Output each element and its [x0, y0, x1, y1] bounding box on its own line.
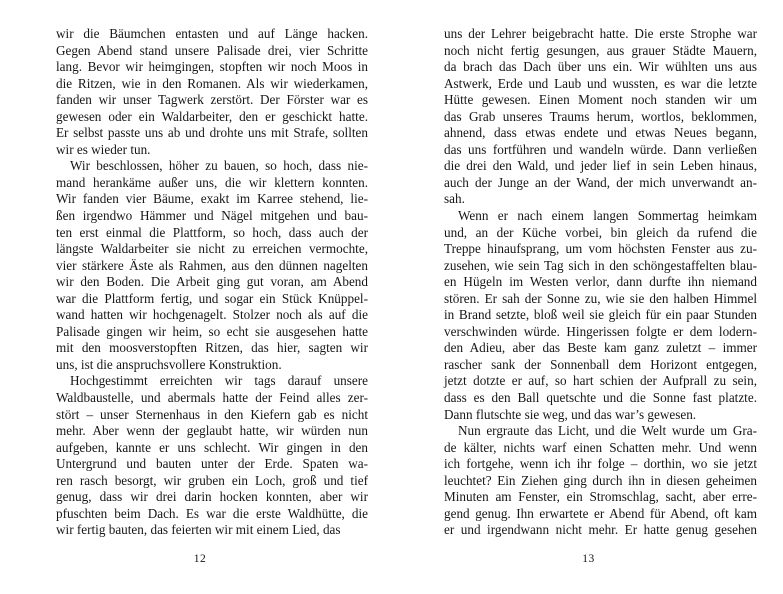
text-line: aufgeben, kannte er uns schlecht. Wir gingen in den	[56, 439, 368, 455]
text-line: Treppe hinaufsprang, um vom höchsten Fenster aus zu-	[444, 241, 757, 257]
text-line: noch nicht fertig gesungen, aus grauer Städte Mauern,	[444, 42, 757, 58]
page-left-text	[56, 0, 368, 539]
text-line: Gegen Abend stand unsere Palisade drei, vier Schritte	[56, 42, 368, 58]
text-line: ahnend, dass etwas endete und etwas Neues begann,	[444, 125, 757, 141]
text-line: in Brand setzte, bloß weil sie gleich für ein paar Stunden	[444, 307, 757, 323]
text-line: ten erst einmal die Plattform, so hoch, dass auch der	[56, 224, 368, 240]
text-line: Waldbaustelle, und abermals hatte der Feind alles zer-	[56, 390, 368, 406]
page-number-left: 12	[193, 553, 207, 565]
text-line: Dann flutschte sie weg, und das war’s gewesen.	[444, 406, 697, 422]
text-line: zusehen, wie sein Tag sich in den schöngestaffelten blau-	[444, 257, 757, 273]
text-line: en Hügeln im Westen verlor, dann durfte ihn niemand	[444, 274, 757, 290]
text-line: da brach das Dach über uns ein. Wir wühlten uns aus	[444, 59, 757, 75]
text-line: jetzt dotzte er auf, so hart schien der Aufprall zu sein,	[444, 373, 757, 389]
text-line: uns der Lehrer beigebracht hatte. Die erste Strophe war	[444, 26, 757, 41]
text-line: wand hatten wir hochgenagelt. Stolzer noch als auf die	[56, 307, 368, 323]
text-line: lang. Bevor wir heimgingen, stopften wir noch Moos in	[56, 59, 368, 75]
text-line: die drei den Wald, und jeder lief in sein Leben hinaus,	[444, 158, 757, 174]
text-line: mit den moosverstopften Ritzen, das hier, sagten wir	[56, 340, 368, 356]
text-line: Wir beschlossen, höher zu bauen, so hoch, dass nie-	[70, 158, 368, 174]
text-line: das uns fortführen und wandeln würde. Dann verließen	[444, 141, 757, 157]
page-left	[56, 0, 368, 594]
text-line: wir den Boden. Die Arbeit ging gut voran, am Abend	[56, 274, 368, 290]
page-right	[444, 0, 757, 594]
text-line: gewesen oder ein Waldarbeiter, den er geschickt hatte.	[56, 108, 368, 124]
text-line: ren rasch besorgt, wir gruben ein Loch, groß und tief	[56, 472, 368, 488]
text-line: gend genug. Ihn erwartete er Abend für Abend, oft kam	[444, 505, 757, 521]
text-line: pfuschten beim Dach. Es war die erste Waldhütte, die	[56, 505, 368, 521]
text-line: stören. Er sah der Sonne zu, wie sie den halben Himmel	[444, 290, 757, 306]
text-line: längste Waldarbeiter sie nicht zu erreichen vermochte,	[56, 241, 368, 257]
text-line: mehr. Aber wenn der geglaubt hatte, wir würden nun	[56, 423, 368, 439]
text-line: die Ritzen, wie in den Romanen. Als wir wiederkamen,	[56, 75, 368, 91]
text-line: genug, dass wir drei darin hocken konnten, aber wir	[56, 489, 368, 505]
text-line: leuchtet? Ein Ziehen ging durch ihn in diesen geheimen	[444, 472, 757, 488]
text-line: verschwinden würde. Hingerissen folgte er dem lodern-	[444, 323, 757, 339]
text-line: fanden wir unser Tagwerk zerstört. Der Förster war es	[56, 92, 368, 108]
text-line: Palisade gingen wir heim, so echt sie ausgesehen hatte	[56, 323, 368, 339]
text-line: wir fertig bauten, das feierten wir mit einem Lied, das	[56, 522, 341, 538]
text-line: Astwerk, Erde und Laub und wussten, es war die letzte	[444, 75, 757, 91]
text-line: vier stärkere Äste als Rahmen, aus den dünnen nagelten	[56, 257, 368, 273]
text-line: Hütte gewesen. Einen Moment noch standen wir um	[444, 92, 757, 108]
text-line: Hochgestimmt erreichten wir tags darauf unsere	[70, 373, 368, 389]
text-line: Minuten am Fenster, ein Stromschlag, sacht, aber erre-	[444, 489, 757, 505]
text-line: dass es den Ball quetschte und die Sonne fast platzte.	[444, 390, 757, 406]
text-line: Wenn er nach einem langen Sommertag heimkam	[458, 208, 757, 224]
text-line: wir es wieder tun.	[56, 141, 151, 157]
text-line: er und irgendwann nicht mehr. Er hatte genug gesehen	[444, 522, 757, 538]
page-number-right: 13	[582, 553, 595, 565]
text-line: wir die Bäumchen entasten und auf Länge hacken.	[56, 26, 368, 41]
text-line: ßen irgendwo Hämmer und Nägel mitgehen und bau-	[56, 208, 368, 224]
text-line: rascher sank der Sonnenball dem Horizont entgegen,	[444, 356, 757, 372]
text-line: sah.	[444, 191, 465, 207]
text-line: das Grab unseres Traums herum, wortlos, beklommen,	[444, 108, 757, 124]
text-line: und, an der Küche vorbei, bin gleich da rufend die	[444, 224, 757, 240]
text-line: stört – unser Sternenhaus in den Kiefern gab es nicht	[56, 406, 368, 422]
text-line: mand herankäme außer uns, die wir klettern konnten.	[56, 174, 368, 190]
text-line: uns, ist die anspruchsvollere Konstruktion.	[56, 356, 282, 372]
text-line: ich fortgehe, wenn ich ihr folge – dorthin, wo sie jetzt	[444, 456, 757, 472]
text-line: Nun ergraute das Licht, und die Welt wurde um Gra-	[458, 423, 757, 439]
text-line: den Adieu, aber das Beste kam ganz zuletzt – immer	[444, 340, 757, 356]
text-line: Wir fanden vier Bäume, exakt im Karree stehend, lie-	[56, 191, 368, 207]
text-line: war die Plattform fertig, und sogar ein Stück Knüppel-	[56, 290, 368, 306]
text-line: Untergrund und bauten unter der Erde. Spaten wa-	[56, 456, 368, 472]
text-line: Er selbst passte uns ab und drohte uns mit Strafe, sollten	[56, 125, 368, 141]
text-line: de kälter, nichts warf einen Schatten mehr. Und wenn	[444, 439, 757, 455]
page-right-text	[444, 0, 757, 539]
text-line: auch der Junge an der Wand, der mich unverwandt an-	[444, 174, 757, 190]
